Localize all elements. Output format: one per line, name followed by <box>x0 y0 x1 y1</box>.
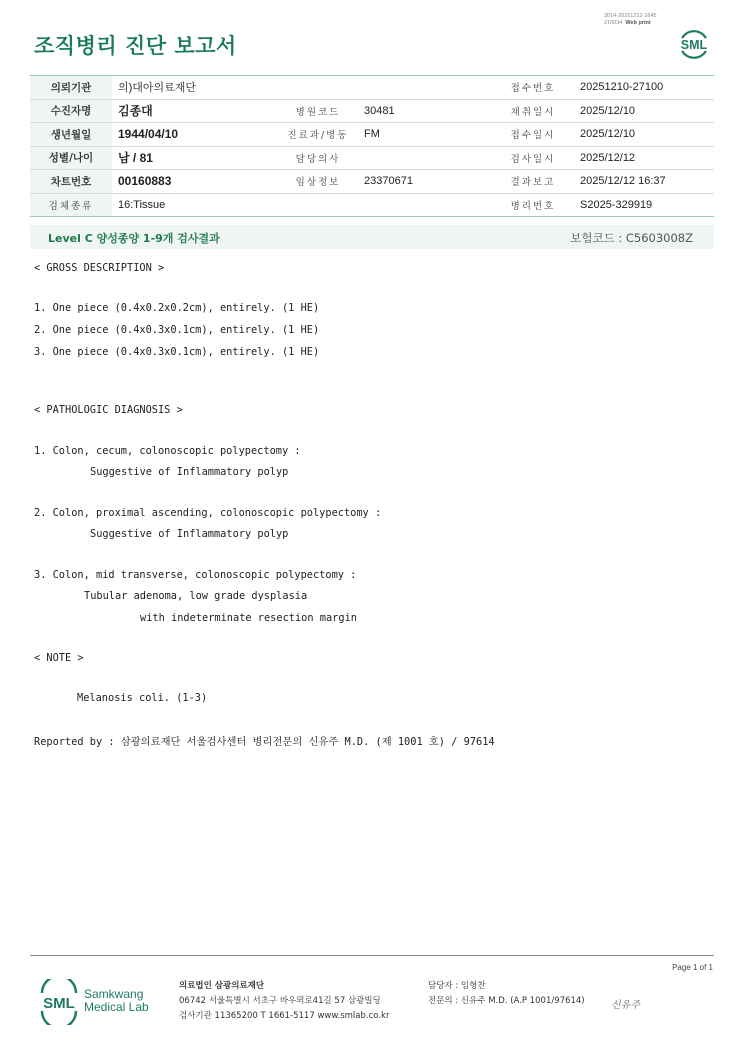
footer-logo-text: SML <box>43 995 75 1012</box>
patient-info-table <box>30 75 714 217</box>
info-label: 임상정보 <box>278 170 358 194</box>
info-label: 담당의사 <box>278 146 358 170</box>
manager-name: 담당자 : 임형찬 <box>428 981 486 991</box>
info-value: 20251210-27100 <box>574 76 714 100</box>
gross-heading: < GROSS DESCRIPTION > <box>34 262 165 274</box>
signature: 신유주 <box>611 1000 640 1011</box>
sml-logo-text: SML <box>680 38 708 52</box>
note-text: Melanosis coli. (1-3) <box>77 692 208 704</box>
info-label: 접수일시 <box>492 123 574 147</box>
info-label: 성별/나이 <box>30 146 112 170</box>
test-level-title: Level C 양성종양 1-9개 검사결과 <box>48 232 220 245</box>
info-value <box>358 76 492 100</box>
info-label: 수진자명 <box>30 99 112 123</box>
webprint-stamp <box>604 13 657 27</box>
gross-item: 3. One piece (0.4x0.3x0.1cm), entirely. (1 HE) <box>34 346 320 358</box>
info-row <box>30 123 714 147</box>
insurance-code: 보험코드 : C5603008Z <box>570 231 693 245</box>
diagnosis-item: 2. Colon, proximal ascending, colonoscopic polypectomy : <box>34 507 382 519</box>
diagnosis-result: Suggestive of Inflammatory polyp <box>90 528 289 540</box>
specialist-name: 전문의 : 신유주 M.D. (A.P 1001/97614) <box>428 996 585 1006</box>
info-value: 남 / 81 <box>112 146 278 170</box>
footer-staff-info <box>428 979 585 1009</box>
info-label: 채취일시 <box>492 99 574 123</box>
diagnosis-result: Tubular adenoma, low grade dysplasia <box>84 590 308 602</box>
info-value: 2025/12/12 16:37 <box>574 170 714 194</box>
info-label <box>278 193 358 217</box>
footer-brand-line1: Samkwang <box>84 987 144 1001</box>
diagnosis-heading: < PATHOLOGIC DIAGNOSIS > <box>34 404 183 416</box>
info-row <box>30 146 714 170</box>
footer-org-info <box>179 979 389 1024</box>
org-address: 06742 서울특별시 서초구 바우뫼로41길 57 삼광빌딩 <box>179 996 381 1006</box>
info-value: 30481 <box>358 99 492 123</box>
info-label: 의뢰기관 <box>30 76 112 100</box>
info-label: 생년월일 <box>30 123 112 147</box>
test-result-band <box>30 225 714 249</box>
info-value: 2025/12/10 <box>574 99 714 123</box>
note-heading: < NOTE > <box>34 652 84 664</box>
info-label: 검사일시 <box>492 146 574 170</box>
info-label: 차트번호 <box>30 170 112 194</box>
footer-sml-logo <box>37 979 81 1025</box>
info-value: 의)대아의료재단 <box>112 76 278 100</box>
reported-by: Reported by : 삼광의료재단 서울검사센터 병리전문의 신유주 M.D. (제 1001 호) / 97614 <box>34 736 495 748</box>
info-row <box>30 76 714 100</box>
info-label: 결과보고 <box>492 170 574 194</box>
info-label: 접수번호 <box>492 76 574 100</box>
info-label: 병원코드 <box>278 99 358 123</box>
diagnosis-item: 1. Colon, cecum, colonoscopic polypectomy : <box>34 445 301 457</box>
diagnosis-result-margin: with indeterminate resection margin <box>140 612 357 624</box>
diagnosis-result: Suggestive of Inflammatory polyp <box>90 466 289 478</box>
info-row <box>30 193 714 217</box>
info-value: 김종대 <box>112 99 278 123</box>
webprint-label: Web print <box>625 20 651 26</box>
diagnosis-item: 3. Colon, mid transverse, colonoscopic polypectomy : <box>34 569 357 581</box>
info-value: 00160883 <box>112 170 278 194</box>
info-value: 1944/04/10 <box>112 123 278 147</box>
info-value <box>358 193 492 217</box>
info-label <box>278 76 358 100</box>
report-title: 조직병리 진단 보고서 <box>34 34 237 58</box>
gross-item: 1. One piece (0.4x0.2x0.2cm), entirely. (1 HE) <box>34 302 320 314</box>
info-value <box>358 146 492 170</box>
info-label: 진료과/병동 <box>278 123 358 147</box>
org-contact: 검사기관 11365200 T 1661-5117 www.smlab.co.kr <box>179 1011 390 1021</box>
info-row <box>30 170 714 194</box>
page-number: Page 1 of 1 <box>672 963 713 972</box>
info-label: 검체종류 <box>30 193 112 217</box>
webprint-id: 3014-20251212-1645 <box>604 13 657 19</box>
info-value: 23370671 <box>358 170 492 194</box>
info-value: 2025/12/10 <box>574 123 714 147</box>
info-row <box>30 99 714 123</box>
webprint-id2: 210034 <box>604 20 623 26</box>
footer-brand <box>84 988 149 1014</box>
info-value: 16:Tissue <box>112 193 278 217</box>
info-label: 병리번호 <box>492 193 574 217</box>
sml-logo <box>676 26 712 62</box>
org-name: 의료법인 삼광의료재단 <box>179 981 265 991</box>
gross-item: 2. One piece (0.4x0.3x0.1cm), entirely. (1 HE) <box>34 324 320 336</box>
footer-divider <box>30 955 714 956</box>
footer-brand-line2: Medical Lab <box>84 1000 149 1014</box>
info-value: S2025-329919 <box>574 193 714 217</box>
info-value: 2025/12/12 <box>574 146 714 170</box>
info-value: FM <box>358 123 492 147</box>
